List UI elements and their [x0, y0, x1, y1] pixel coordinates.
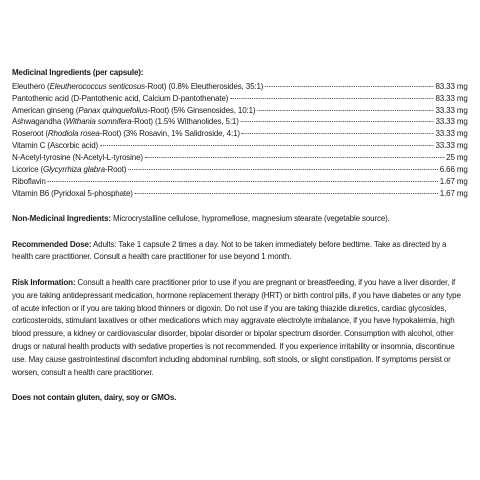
ingredient-name	[12, 163, 126, 176]
ingredient-row	[12, 151, 468, 163]
allergen-note: Does not contain gluten, dairy, soy or GMOs.	[12, 392, 177, 403]
risk-information-text: Consult a health care practitioner prior to use if you are pregnant or breastfeeding, if you have a liver disorder, if you are taking antidepressant medication, hormone replacement therapy (HRT) or birth control pills, if you have diabetes or any type of acute infection or if you are taking blood thinners or digoxin. Do not use if you are taking thiazide diuretics, cardiac glycosides, corticosteroids, stimulant laxatives or other medications which may aggravate electrolyte imbalance, if you have hypokalemia, high blood pressure, a kidney or cardiovascular disorder, bipolar disorder or bipolar spectrum disorder. Consumption with alcohol, other drugs or natural health products with sedative properties is not recommended. If you experience irritability or insomnia, discontinue use. May cause gastrointestinal discomfort including abdominal rumbling, soft stools, or slight constipation. If symptoms persist or worsen, consult a health care practitioner.	[12, 277, 461, 377]
ingredient-source-detail: -Root)	[104, 164, 127, 175]
ingredient-name-text: Pantothenic acid (D-Pantothenic acid, Calcium D-pantothenate)	[12, 92, 229, 103]
ingredient-row	[12, 187, 468, 199]
dot-leader	[257, 110, 433, 111]
ingredients-list	[12, 80, 468, 199]
ingredient-name-text: Riboflavin	[12, 175, 46, 186]
risk-information-heading: Risk Information:	[12, 277, 76, 288]
dot-leader	[135, 193, 438, 194]
ingredient-name	[12, 104, 255, 117]
ingredient-source-detail: -Root) (5% Ginsenosides, 10:1)	[147, 104, 256, 115]
ingredient-name	[12, 187, 133, 200]
ingredient-row	[12, 175, 468, 187]
ingredient-name-text: N-Acetyl-tyrosine (N-Acetyl-L-tyrosine)	[12, 152, 143, 163]
non-medicinal-text: Microcrystalline cellulose, hypromellose, magnesium stearate (vegetable source).	[110, 212, 390, 223]
ingredient-amount: 25 mg	[446, 152, 468, 163]
dot-leader	[241, 121, 434, 122]
dot-leader	[145, 157, 445, 158]
ingredient-row	[12, 127, 468, 139]
ingredient-name	[12, 92, 228, 105]
dot-leader	[230, 98, 433, 99]
ingredient-row	[12, 163, 468, 175]
ingredient-amount: 33.33 mg	[435, 140, 468, 151]
dot-leader	[100, 145, 434, 146]
medicinal-ingredients-heading: Medicinal Ingredients (per capsule):	[12, 67, 144, 77]
ingredient-source-detail: -Root) (3% Rosavin, 1% Salidroside, 4:1)	[99, 128, 240, 139]
ingredient-row	[12, 92, 468, 104]
ingredient-amount: 33.33 mg	[435, 104, 468, 115]
ingredient-name-text: Vitamin C (Ascorbic acid)	[12, 140, 99, 151]
ingredient-amount: 83.33 mg	[435, 80, 468, 91]
ingredient-latin-name: Glycyrrhiza glabra	[43, 164, 105, 175]
ingredient-latin-name: Eleutherococcus senticosus	[49, 80, 146, 91]
dot-leader	[128, 169, 438, 170]
ingredient-amount: 1.67 mg	[439, 187, 468, 198]
dot-leader	[48, 181, 438, 182]
ingredient-amount: 33.33 mg	[435, 128, 468, 139]
ingredient-amount: 6.66 mg	[439, 164, 468, 175]
ingredient-name-text: Licorice (	[12, 164, 44, 175]
ingredient-name-text: Vitamin B6 (Pyridoxal 5-phosphate)	[12, 187, 133, 198]
ingredient-source-detail: -Root) (0.8% Eleutherosides, 35:1)	[145, 80, 264, 91]
ingredient-name	[12, 151, 143, 164]
ingredient-row	[12, 80, 468, 92]
ingredient-name	[12, 127, 240, 140]
ingredient-name	[12, 139, 98, 152]
ingredient-name-text: Ashwagandha (	[12, 116, 66, 127]
ingredient-source-detail: -Root) (1.5% Withanolides, 5:1)	[131, 116, 239, 127]
ingredient-row	[12, 104, 468, 116]
ingredient-name-text: American ginseng (	[12, 104, 79, 115]
ingredient-latin-name: Withania somnifera	[65, 116, 132, 127]
ingredient-amount: 33.33 mg	[435, 116, 468, 127]
recommended-dose-heading: Recommended Dose:	[12, 238, 92, 249]
ingredient-name-text: Eleuthero (	[12, 80, 50, 91]
recommended-dose-section	[12, 238, 468, 264]
dot-leader	[265, 86, 433, 87]
ingredient-amount: 1.67 mg	[439, 175, 468, 186]
ingredient-name	[12, 80, 263, 93]
ingredient-row	[12, 139, 468, 151]
dot-leader	[242, 133, 434, 134]
ingredient-latin-name: Panax quinquefolius	[78, 104, 148, 115]
risk-information-section	[12, 276, 468, 378]
ingredient-row	[12, 115, 468, 127]
label-content	[12, 66, 468, 404]
recommended-dose-text: Adults: Take 1 capsule 2 times a day. Not to be taken immediately before bedtime. Take as directed by a health care practitioner. Consult a health care practitioner for use beyond 1 month.	[12, 238, 447, 262]
ingredient-latin-name: Rhodiola rosea	[47, 128, 100, 139]
ingredient-name	[12, 115, 239, 128]
ingredient-name	[12, 175, 46, 188]
non-medicinal-heading: Non-Medicinal Ingredients:	[12, 212, 111, 223]
non-medicinal-section	[12, 212, 468, 225]
ingredient-name-text: Roseroot (	[12, 128, 48, 139]
ingredient-amount: 83.33 mg	[435, 92, 468, 103]
